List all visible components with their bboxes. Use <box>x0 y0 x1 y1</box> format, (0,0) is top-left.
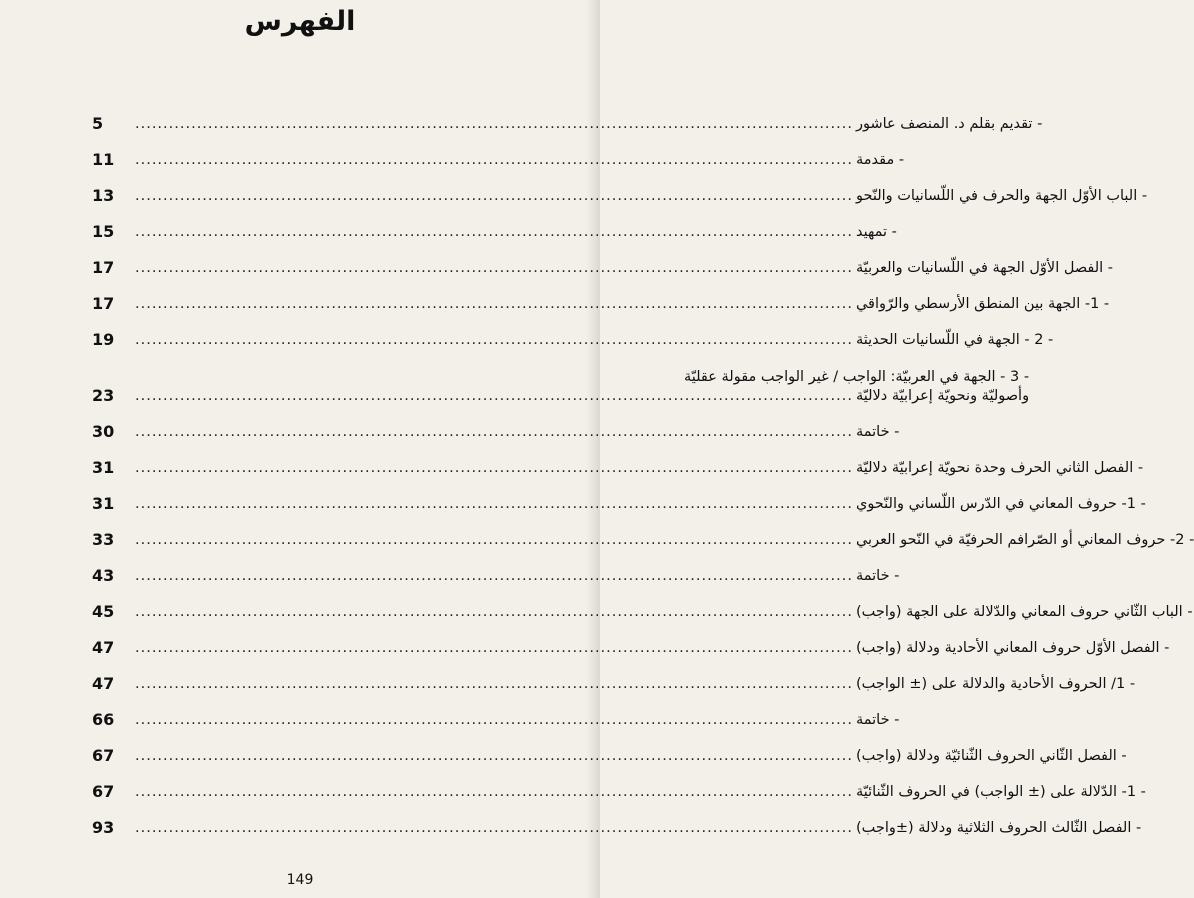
toc-entry-text: - الفصل الثّاني الحروف الثّنائيّة ودلالة (واجب) <box>855 748 1127 764</box>
toc-row-12 <box>92 514 1194 550</box>
toc-entry-text: - 1/ الحروف الأحادية والدلالة على (± الواجب) <box>855 676 1136 692</box>
toc-entry-text: - 2- حروف المعاني أو الصّرافم الحرفيّة في النّحو العربي <box>855 532 1194 548</box>
toc-row-11 <box>92 478 1146 514</box>
dot-leader <box>132 675 856 694</box>
dot-leader <box>132 603 856 622</box>
toc-page-number: 30 <box>92 422 115 441</box>
toc-page-number: 23 <box>92 386 115 405</box>
toc-page-number: 15 <box>92 222 115 241</box>
toc-entry-text: - الباب الثّاني حروف المعاني والدّلالة على الجهة (واجب) <box>855 604 1193 620</box>
toc-page-number: 66 <box>92 710 115 729</box>
toc-row-2 <box>92 134 905 170</box>
toc-entry-text-line1: - 3 - الجهة في العربيّة: الواجب / غير الواجب مقولة عقليّة <box>683 369 1030 385</box>
toc-row-19 <box>92 766 1146 802</box>
dot-leader <box>132 295 856 314</box>
dot-leader <box>132 115 856 134</box>
toc-page-number: 17 <box>92 294 115 313</box>
toc-row-3 <box>92 170 1148 206</box>
page-title: الفهرس <box>244 6 356 37</box>
dot-leader <box>132 783 856 802</box>
toc-page-number: 47 <box>92 638 115 657</box>
toc-page-number: 19 <box>92 330 115 349</box>
toc-row-6 <box>92 278 1110 314</box>
toc-page-number: 31 <box>92 458 115 477</box>
toc-entry-text: - الفصل الأوّل الجهة في اللّسانيات والعربيّة <box>855 260 1114 276</box>
toc-entry-text: - مقدمة <box>855 152 905 168</box>
toc-page-number: 47 <box>92 674 115 693</box>
toc-row-13 <box>92 550 900 586</box>
toc-row-20 <box>92 802 1142 838</box>
toc-entry-text: - 2 - الجهة في اللّسانيات الحديثة <box>855 332 1054 348</box>
dot-leader <box>132 639 856 658</box>
toc-entry-text: - 1- الجهة بين المنطق الأرسطي والرّواقي <box>855 296 1110 312</box>
table-of-contents <box>92 98 1194 838</box>
toc-page-number: 45 <box>92 602 115 621</box>
toc-row-10 <box>92 442 1144 478</box>
toc-page-number: 11 <box>92 150 115 169</box>
toc-row-14 <box>92 586 1193 622</box>
toc-row-18 <box>92 730 1127 766</box>
dot-leader <box>132 331 856 350</box>
toc-page-number: 31 <box>92 494 115 513</box>
toc-entry-text: - الفصل الثّالث الحروف الثلاثية ودلالة (±واجب) <box>855 820 1142 836</box>
toc-entry-text: - تمهيد <box>855 224 897 240</box>
toc-entry-text: - تقديم بقلم د. المنصف عاشور <box>855 116 1043 132</box>
dot-leader <box>132 423 856 442</box>
toc-row-8 <box>92 350 1030 406</box>
toc-page-number: 67 <box>92 746 115 765</box>
toc-page-number: 67 <box>92 782 115 801</box>
toc-row-5 <box>92 242 1114 278</box>
dot-leader <box>132 495 856 514</box>
dot-leader <box>132 223 856 242</box>
toc-entry-text: - خاتمة <box>855 712 900 728</box>
toc-page-number: 17 <box>92 258 115 277</box>
dot-leader <box>132 187 856 206</box>
dot-leader <box>132 567 856 586</box>
toc-row-1 <box>92 98 1043 134</box>
dot-leader <box>132 459 856 478</box>
dot-leader <box>132 711 856 730</box>
toc-entry-text: - خاتمة <box>855 424 900 440</box>
dot-leader <box>132 747 856 766</box>
dot-leader <box>132 151 856 170</box>
toc-entry-text: - 1- الدّلالة على (± الواجب) في الحروف الثّنائيّة <box>855 784 1146 800</box>
toc-entry-text: - 1- حروف المعاني في الدّرس اللّساني والنّحوي <box>855 496 1146 512</box>
toc-row-15 <box>92 622 1170 658</box>
toc-entry-text: - خاتمة <box>855 568 900 584</box>
toc-entry-text-line2: وأصوليّة ونحويّة إعرابيّة دلاليّة <box>855 388 1030 404</box>
toc-row-7 <box>92 314 1054 350</box>
toc-entry-text: - الفصل الأوّل حروف المعاني الأحادية ودلالة (واجب) <box>855 640 1170 656</box>
toc-page-number: 5 <box>92 114 104 133</box>
toc-entry-text: - الباب الأوّل الجهة والحرف في اللّسانيات والنّحو <box>855 188 1148 204</box>
toc-page-number: 13 <box>92 186 115 205</box>
page-number: 149 <box>286 872 314 888</box>
toc-row-9 <box>92 406 900 442</box>
toc-page-number: 93 <box>92 818 115 837</box>
toc-row-17 <box>92 694 900 730</box>
dot-leader <box>132 531 856 550</box>
dot-leader <box>132 819 856 838</box>
toc-entry-text: - الفصل الثاني الحرف وحدة نحويّة إعرابيّة دلاليّة <box>855 460 1144 476</box>
toc-row-4 <box>92 206 897 242</box>
dot-leader <box>132 387 856 406</box>
toc-page-number: 43 <box>92 566 115 585</box>
toc-page-number: 33 <box>92 530 115 549</box>
dot-leader <box>132 259 856 278</box>
toc-row-16 <box>92 658 1136 694</box>
